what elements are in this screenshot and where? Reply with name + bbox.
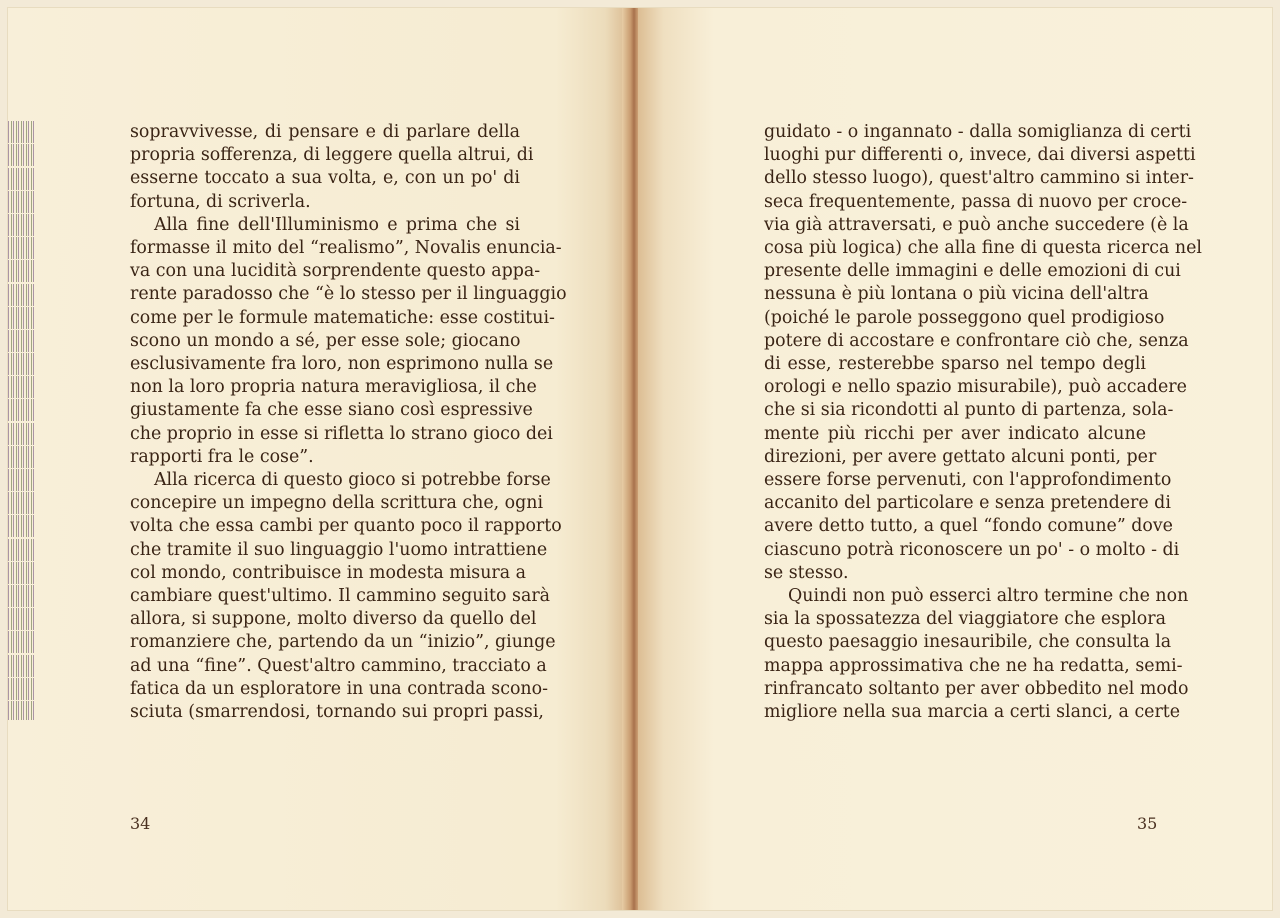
text-line: sia la spossatezza del viaggiatore che esplora: [764, 609, 1166, 630]
text-line: presente delle immagini e delle emozioni di cui: [764, 261, 1181, 282]
text-line: nessuna è più lontana o più vicina dell'altra: [764, 284, 1149, 305]
text-line: che tramite il suo linguaggio l'uomo intrattiene: [130, 539, 548, 560]
left-page-text: [130, 121, 567, 724]
text-line: questo paesaggio inesauribile, che consulta la: [764, 632, 1172, 653]
text-line: esclusivamente fra loro, non esprimono nulla se: [130, 354, 554, 375]
page-number: 34: [130, 814, 151, 833]
text-line: Quindi non può esserci altro termine che non: [788, 586, 1189, 607]
text-line: migliore nella sua marcia a certi slanci, a certe: [764, 702, 1181, 723]
text-line: di esse, resterebbe sparso nel tempo degli: [764, 354, 1146, 375]
text-line: non la loro propria natura meravigliosa, il che: [130, 377, 537, 398]
text-line: direzioni, per avere gettato alcuni ponti, per: [764, 446, 1157, 467]
text-line: accanito del particolare e senza pretendere di: [764, 493, 1171, 514]
bleed-through-text: [8, 120, 36, 720]
text-line: sopravvivesse, di pensare e di parlare della: [130, 122, 520, 142]
text-line: come per le formule matematiche: esse costitui-: [130, 307, 555, 328]
text-line: rente paradosso che “è lo stesso per il linguaggio: [130, 284, 567, 305]
text-line: sciuta (smarrendosi, tornando sui propri passi,: [130, 702, 544, 723]
text-line: rinfrancato soltanto per aver obbedito nel modo: [764, 678, 1189, 699]
right-page-text: [764, 121, 1202, 724]
text-line: volta che essa cambi per quanto poco il rapporto: [130, 516, 562, 537]
text-line: fortuna, di scriverla.: [130, 191, 311, 212]
text-line: mappa approssimativa che ne ha redatta, semi-: [764, 655, 1183, 676]
text-line: col mondo, contribuisce in modesta misura a: [130, 562, 527, 583]
text-line: orologi e nello spazio misurabile), può accadere: [764, 377, 1187, 398]
text-line: guidato - o ingannato - dalla somiglianza di certi: [764, 122, 1192, 142]
text-line: giustamente fa che esse siano così espressive: [130, 400, 533, 421]
text-line: propria sofferenza, di leggere quella altrui, di: [130, 145, 534, 166]
text-line: se stesso.: [764, 562, 849, 583]
text-line: (poiché le parole posseggono quel prodigioso: [764, 307, 1165, 328]
text-line: dello stesso luogo), quest'altro cammino si inter-: [764, 168, 1194, 189]
right-page: [638, 8, 1272, 910]
text-line: romanziere che, partendo da un “inizio”, giunge: [130, 632, 556, 653]
text-line: seca frequentemente, passa di nuovo per croce-: [764, 191, 1188, 212]
text-line: esserne toccato a sua volta, e, con un po' di: [130, 168, 520, 189]
book-spread: [8, 8, 1272, 910]
text-line: luoghi pur differenti o, invece, dai diversi aspetti: [764, 145, 1196, 166]
text-line: ad una “fine”. Quest'altro cammino, tracciato a: [130, 655, 547, 676]
text-line: cambiare quest'ultimo. Il cammino seguito sarà: [130, 586, 551, 607]
text-line: via già attraversati, e può anche succedere (è la: [764, 214, 1189, 235]
text-line: potere di accostare e confrontare ciò che, senza: [764, 330, 1189, 351]
text-line: scono un mondo a sé, per esse sole; giocano: [130, 330, 521, 351]
text-line: ciascuno potrà riconoscere un po' - o molto - di: [764, 539, 1180, 560]
text-line: Alla ricerca di questo gioco si potrebbe forse: [154, 470, 551, 491]
text-line: mente più ricchi per aver indicato alcune: [764, 423, 1146, 444]
text-line: rapporti fra le cose”.: [130, 446, 314, 467]
left-page: [8, 8, 630, 910]
text-line: concepire un impegno della scrittura che, ogni: [130, 493, 544, 514]
page-number: 35: [1137, 814, 1158, 833]
text-line: formasse il mito del “realismo”, Novalis enuncia-: [130, 238, 562, 259]
text-line: essere forse pervenuti, con l'approfondimento: [764, 470, 1172, 491]
text-line: allora, si suppone, molto diverso da quello del: [130, 609, 537, 630]
text-line: Alla fine dell'Illuminismo e prima che si: [154, 214, 520, 235]
text-line: che si sia ricondotti al punto di partenza, sola-: [764, 400, 1174, 421]
text-line: va con una lucidità sorprendente questo appa-: [130, 261, 541, 282]
text-line: cosa più logica) che alla fine di questa ricerca nel: [764, 238, 1202, 259]
text-line: avere detto tutto, a quel “fondo comune” dove: [764, 516, 1173, 537]
text-line: che proprio in esse si rifletta lo strano gioco dei: [130, 423, 553, 444]
text-line: fatica da un esploratore in una contrada scono-: [130, 678, 548, 699]
